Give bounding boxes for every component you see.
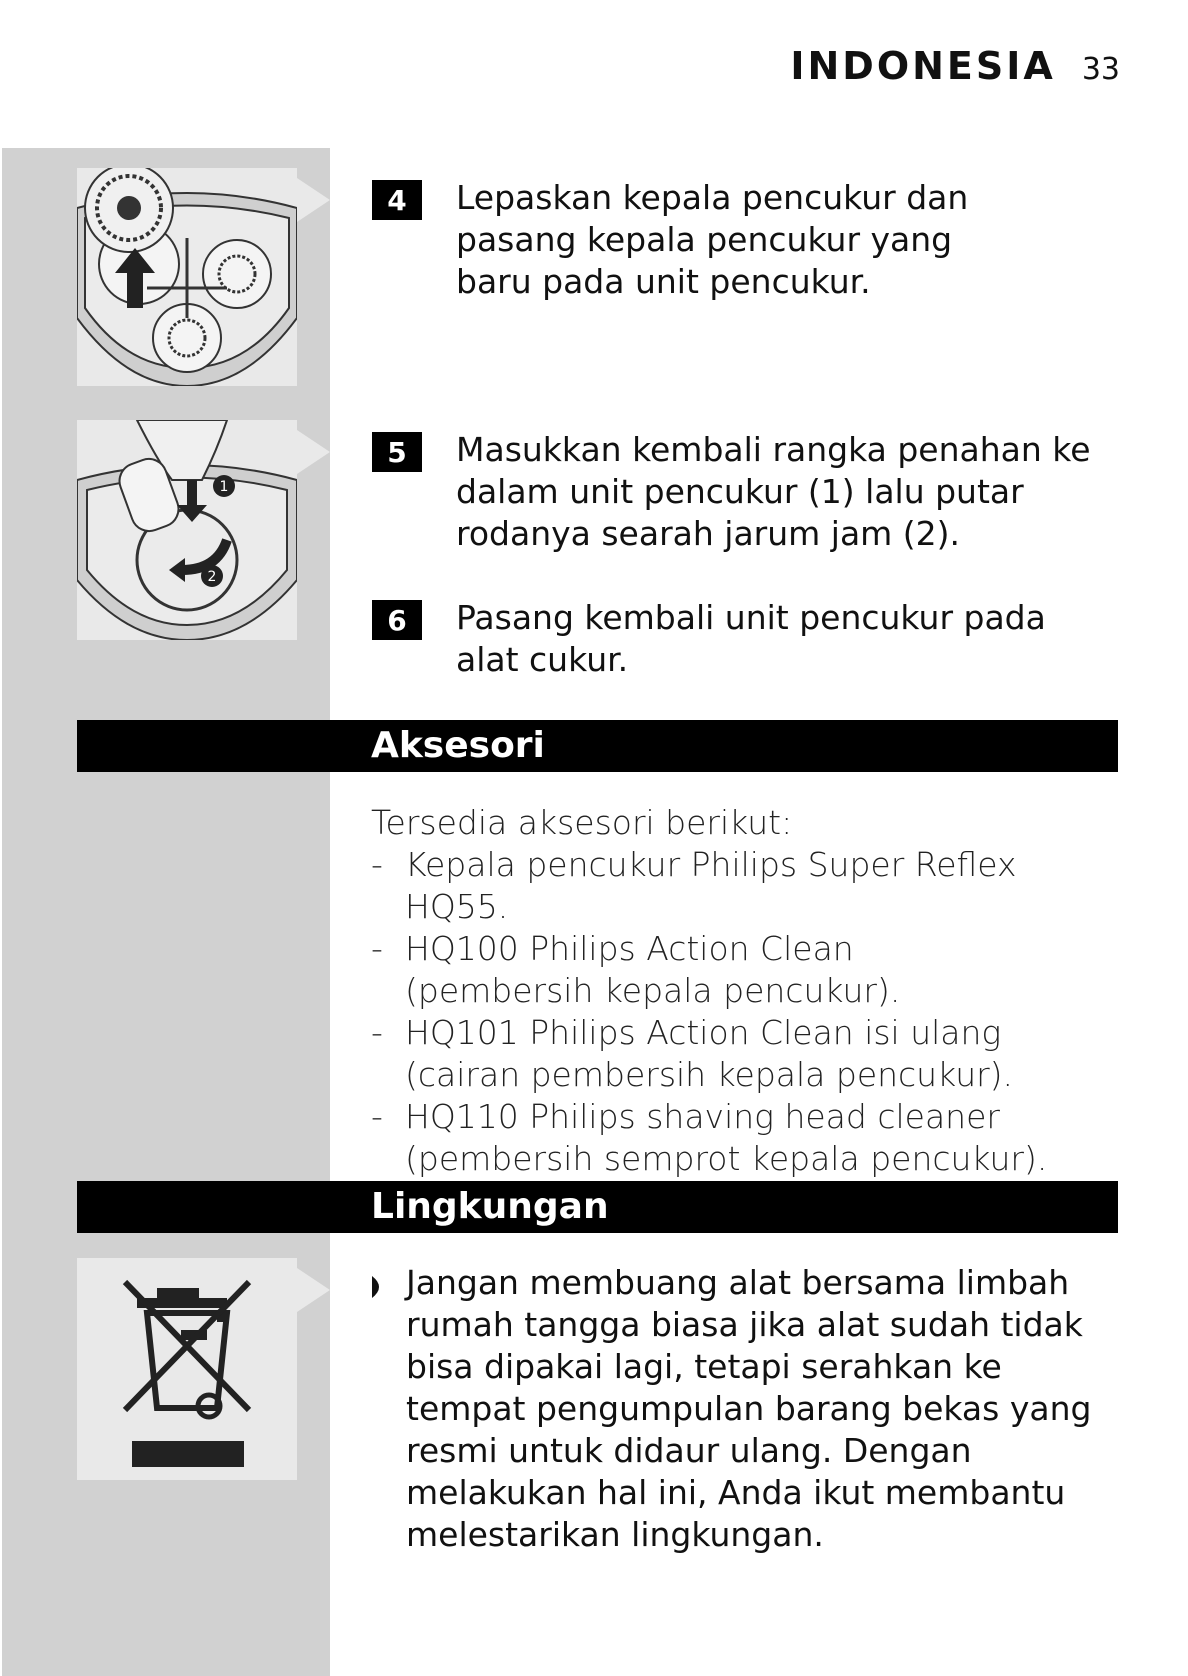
step-4 bbox=[372, 177, 1128, 303]
bullet-icon bbox=[372, 1276, 394, 1556]
illustration-pointer bbox=[297, 1268, 330, 1312]
illustration-pointer bbox=[297, 430, 330, 474]
environment-text: Jangan membuang alat bersama limbah rumah tangga biasa jika alat sudah tidak bisa dipakai lagi, tetapi serahkan ke tempat pengumpulan barang bekas yang resmi untuk didaur ulang. Dengan melakukan hal ini, Anda ikut membantu melestarikan lingkungan. bbox=[406, 1263, 1092, 1554]
step-text: Lepaskan kepala pencukur dan pasang kepala pencukur yang baru pada unit pencukur. bbox=[456, 178, 969, 301]
list-item: - HQ110 Philips shaving head cleaner (pembersih semprot kepala pencukur). bbox=[371, 1096, 1128, 1180]
section-heading-accessories: Aksesori bbox=[77, 720, 1118, 772]
page-number: 33 bbox=[1081, 52, 1120, 87]
step-text: Pasang kembali unit pencukur pada alat cukur. bbox=[456, 598, 1046, 679]
list-item: - HQ100 Philips Action Clean (pembersih kepala pencukur). bbox=[371, 928, 1128, 1012]
list-item: - Kepala pencukur Philips Super Reflex HQ55. bbox=[371, 844, 1128, 928]
svg-text:2: 2 bbox=[207, 569, 217, 585]
header-language: INDONESIA bbox=[790, 44, 1056, 88]
step-number: 4 bbox=[372, 180, 422, 220]
illustration-insert-retaining-frame bbox=[77, 420, 297, 640]
accessories-content bbox=[371, 802, 1128, 1180]
step-number: 5 bbox=[372, 432, 422, 472]
page-header bbox=[790, 44, 1120, 88]
step-number: 6 bbox=[372, 600, 422, 640]
environment-content bbox=[372, 1262, 1128, 1556]
step-5 bbox=[372, 429, 1128, 555]
accessories-intro: Tersedia aksesori berikut: bbox=[371, 803, 793, 842]
crossed-out-bin-icon bbox=[77, 1258, 297, 1480]
step-text: Masukkan kembali rangka penahan ke dalam unit pencukur (1) lalu putar rodanya searah jarum jam (2). bbox=[456, 430, 1091, 553]
illustration-remove-shaving-heads bbox=[77, 168, 297, 386]
svg-text:1: 1 bbox=[219, 479, 229, 495]
step-6 bbox=[372, 597, 1128, 681]
section-heading-environment: Lingkungan bbox=[77, 1181, 1118, 1233]
accessories-list bbox=[371, 844, 1128, 1180]
list-item: - HQ101 Philips Action Clean isi ulang (cairan pembersih kepala pencukur). bbox=[371, 1012, 1128, 1096]
illustration-pointer bbox=[297, 178, 330, 222]
